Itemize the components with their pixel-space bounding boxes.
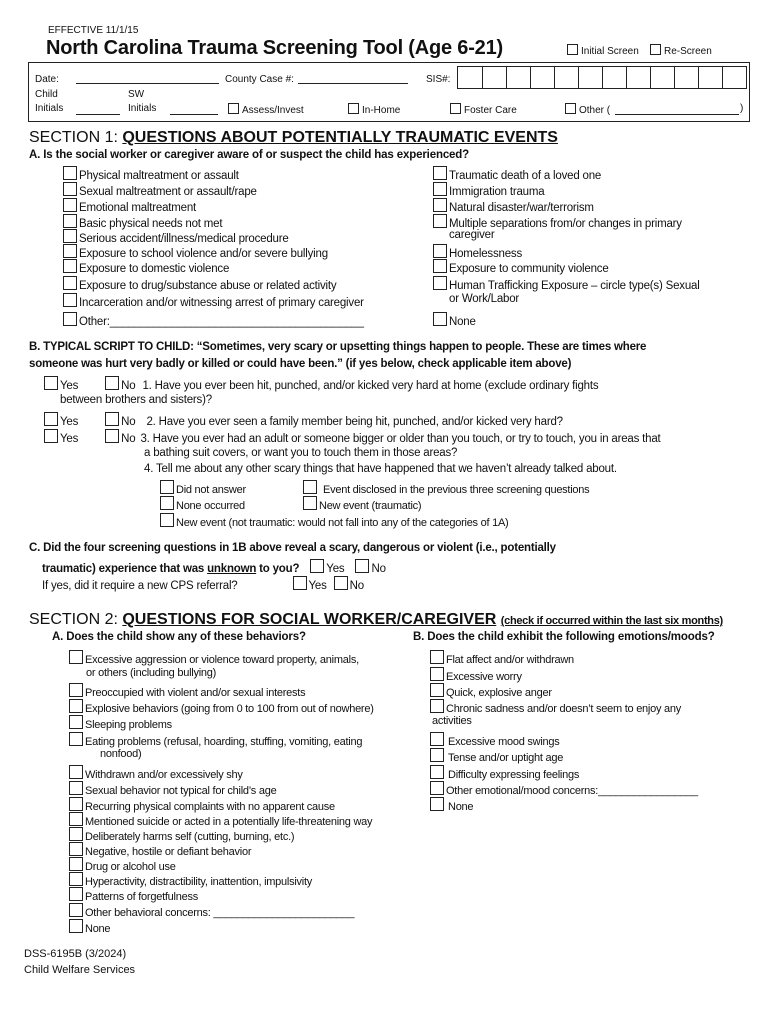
s2a-15-checkbox[interactable] [69,887,83,901]
s2a-14-checkbox[interactable] [69,872,83,886]
section1-question-b-line2: someone was hurt very badly or killed or could have been.” (if yes below, check applicable item above) [29,358,572,370]
s2a-2[interactable]: Preoccupied with violent and/or sexual interests [69,683,305,699]
b4-new-event-not-traumatic-checkbox[interactable] [160,513,174,527]
b3-continuation: a bathing suit covers, or want you to touch them in those areas? [144,447,458,459]
foster-care-checkbox[interactable] [450,103,461,114]
s1a-left-7[interactable]: Exposure to drug/substance abuse or related activity [63,276,336,292]
s1a-right-6[interactable]: Exposure to community violence [433,259,609,275]
s2b-6-checkbox[interactable] [430,748,444,762]
section1-heading: SECTION 1: QUESTIONS ABOUT POTENTIALLY TRAUMATIC EVENTS [29,129,558,146]
county-case-label: County Case #: [225,74,294,85]
initial-screen-checkbox[interactable] [567,44,578,55]
s2a-12-checkbox[interactable] [69,842,83,856]
re-screen-option[interactable]: Re-Screen [650,44,712,58]
s1a-left-5[interactable]: Exposure to school violence and/or severe bullying [63,244,328,260]
s2b-6[interactable]: Tense and/or uptight age [430,748,563,764]
re-screen-checkbox[interactable] [650,44,661,55]
s2b-3-checkbox[interactable] [430,699,444,713]
s2b-9-checkbox[interactable] [430,797,444,811]
b4-new-event-not-traumatic[interactable]: New event (not traumatic: would not fall into any of the categories of 1A) [160,513,508,529]
s1a-right-9[interactable]: None [433,312,476,328]
b4-question: 4. Tell me about any other scary things that have happened that we haven’t already talked about. [144,463,617,475]
b4-new-event[interactable]: New event (traumatic) [303,496,421,512]
s1a-left-3[interactable]: Basic physical needs not met [63,214,222,230]
s1a-left-4[interactable]: Serious accident/illness/medical procedure [63,229,289,245]
s1a-left-2-checkbox[interactable] [63,198,77,212]
s2a-4-checkbox[interactable] [69,715,83,729]
b1-no-checkbox[interactable] [105,376,119,390]
s2a-5[interactable]: Eating problems (refusal, hoarding, stuffing, vomiting, eating [69,732,362,748]
s1a-right-6-checkbox[interactable] [433,259,447,273]
b1-yes-checkbox[interactable] [44,376,58,390]
s1a-right-0[interactable]: Traumatic death of a loved one [433,166,601,182]
s2a-17[interactable]: None [69,919,110,935]
s2b-7-checkbox[interactable] [430,765,444,779]
b4-did-not-answer[interactable]: Did not answer [160,480,246,496]
s1a-left-3-checkbox[interactable] [63,214,77,228]
sis-number-boxes[interactable] [457,66,747,89]
form-number: DSS-6195B (3/2024) [24,948,127,960]
s2a-3-checkbox[interactable] [69,699,83,713]
s1a-left-4-checkbox[interactable] [63,229,77,243]
s1a-right-3[interactable]: Multiple separations from/or changes in primary [433,214,682,230]
s2a-17-checkbox[interactable] [69,919,83,933]
assess-invest-option[interactable]: Assess/Invest [228,103,304,117]
s1a-right-7-cont: or Work/Labor [449,293,520,305]
s2a-2-checkbox[interactable] [69,683,83,697]
s2b-5-checkbox[interactable] [430,732,444,746]
date-label: Date: [35,74,59,85]
s2a-15[interactable]: Patterns of forgetfulness [69,887,198,903]
s2a-16-checkbox[interactable] [69,903,83,917]
s2b-5[interactable]: Excessive mood swings [430,732,560,748]
s1a-left-0[interactable]: Physical maltreatment or assault [63,166,239,182]
s2a-11-checkbox[interactable] [69,827,83,841]
sw-initials-label-1: SW [128,89,145,100]
department-name: Child Welfare Services [24,964,136,976]
s2a-7-checkbox[interactable] [69,765,83,779]
section1-question-c-line3: If yes, did it require a new CPS referral? Yes No [42,576,364,592]
child-initials-label-1: Child [35,89,58,100]
effective-date: EFFECTIVE 11/1/15 [48,25,139,36]
s1a-right-5-checkbox[interactable] [433,244,447,258]
s2a-0-checkbox[interactable] [69,650,83,664]
b4-did-not-answer-checkbox[interactable] [160,480,174,494]
s1a-right-7-checkbox[interactable] [433,276,447,290]
section1-question-c-line1: C. Did the four screening questions in 1B above reveal a scary, dangerous or violent (i.e., potentially [29,542,556,554]
s1a-left-5-checkbox[interactable] [63,244,77,258]
assess-invest-checkbox[interactable] [228,103,239,114]
b4-new-event-checkbox[interactable] [303,496,317,510]
s2b-1[interactable]: Excessive worry [430,667,522,683]
s1a-right-9-checkbox[interactable] [433,312,447,326]
section1-question-b-line1: B. TYPICAL SCRIPT TO CHILD: “Sometimes, very scary or upsetting things happen to people. These are times where [29,341,647,353]
child-initials-field[interactable] [76,104,120,115]
s2a-10[interactable]: Mentioned suicide or acted in a potentially life-threatening way [69,812,372,828]
s2a-3[interactable]: Explosive behaviors (going from 0 to 100 from out of nowhere) [69,699,374,715]
b2-row: Yes No 2. Have you ever seen a family member being hit, punched, and/or kicked very hard? [44,412,563,428]
s1a-left-7-checkbox[interactable] [63,276,77,290]
other-placement-field[interactable] [615,104,739,115]
s2b-1-checkbox[interactable] [430,667,444,681]
date-field[interactable] [76,73,219,84]
other-placement-checkbox[interactable] [565,103,576,114]
s2a-10-checkbox[interactable] [69,812,83,826]
child-initials-label-2: Initials [35,103,64,114]
b1-row: Yes No 1. Have you ever been hit, punched, and/or kicked very hard at home (exclude ordinary fights [44,376,598,392]
sw-initials-label-2: Initials [128,103,157,114]
s1a-right-3-cont: caregiver [449,229,495,241]
section2-heading: SECTION 2: QUESTIONS FOR SOCIAL WORKER/CAREGIVER (check if occurred within the last six months) [29,611,723,628]
s2a-12[interactable]: Negative, hostile or defiant behavior [69,842,251,858]
s1a-right-2-checkbox[interactable] [433,198,447,212]
s2a-16[interactable]: Other behavioral concerns: ________________________ [69,903,354,919]
county-case-field[interactable] [298,73,408,84]
b4-event-disclosed[interactable]: Event disclosed in the previous three screening questions [303,480,589,496]
s1a-left-9[interactable]: Other:_________________________________________ [63,312,364,328]
b4-none-occurred[interactable]: None occurred [160,496,245,512]
s1a-left-1-checkbox[interactable] [63,182,77,196]
s1a-left-6[interactable]: Exposure to domestic violence [63,259,229,275]
sis-label: SIS#: [426,74,451,85]
sw-initials-field[interactable] [170,104,218,115]
s2b-2-checkbox[interactable] [430,683,444,697]
b4-none-occurred-checkbox[interactable] [160,496,174,510]
s2a-4[interactable]: Sleeping problems [69,715,172,731]
c-unknown-yes-checkbox[interactable] [310,559,324,573]
s2a-0[interactable]: Excessive aggression or violence toward property, animals, [69,650,359,666]
s2b-3[interactable]: Chronic sadness and/or doesn’t seem to enjoy any [430,699,681,715]
b4-event-disclosed-checkbox[interactable] [303,480,317,494]
s2a-7[interactable]: Withdrawn and/or excessively shy [69,765,243,781]
s2a-0-cont: or others (including bullying) [86,667,217,679]
s2a-8-checkbox[interactable] [69,781,83,795]
s2a-14[interactable]: Hyperactivity, distractibility, inattention, impulsivity [69,872,312,888]
section1-question-a: A. Is the social worker or caregiver aware of or suspect the child has experienced? [29,149,470,161]
s1a-right-5[interactable]: Homelessness [433,244,522,260]
s2b-8-checkbox[interactable] [430,781,444,795]
s1a-right-0-checkbox[interactable] [433,166,447,180]
s2b-0-checkbox[interactable] [430,650,444,664]
s1a-right-1[interactable]: Immigration trauma [433,182,544,198]
s2a-5-cont: nonfood) [100,748,142,760]
s2b-2[interactable]: Quick, explosive anger [430,683,552,699]
b1-continuation: between brothers and sisters)? [60,394,212,406]
section2-question-a: A. Does the child show any of these behaviors? [52,631,306,643]
s2a-5-checkbox[interactable] [69,732,83,746]
s1a-right-2[interactable]: Natural disaster/war/terrorism [433,198,594,214]
s1a-left-1[interactable]: Sexual maltreatment or assault/rape [63,182,257,198]
s2b-3-cont: activities [432,715,472,727]
other-placement-close: ) [740,103,744,114]
s2a-9-checkbox[interactable] [69,797,83,811]
s2a-11[interactable]: Deliberately harms self (cutting, burning, etc.) [69,827,294,843]
b2-no-checkbox[interactable] [105,412,119,426]
in-home-option[interactable]: In-Home [348,103,400,117]
s1a-left-6-checkbox[interactable] [63,259,77,273]
s2b-8[interactable]: Other emotional/mood concerns:_________________ [430,781,698,797]
s2b-9[interactable]: None [430,797,473,813]
initial-screen-option[interactable]: Initial Screen [567,44,639,58]
s2a-9[interactable]: Recurring physical complaints with no apparent cause [69,797,335,813]
other-placement-option[interactable]: Other ( [565,103,610,117]
form-title: North Carolina Trauma Screening Tool (Age 6-21) [46,37,503,59]
s2a-8[interactable]: Sexual behavior not typical for child’s age [69,781,276,797]
s1a-right-7[interactable]: Human Trafficking Exposure – circle type(s) Sexual [433,276,700,292]
b3-row: Yes No 3. Have you ever had an adult or someone bigger or older than you touch, or try to touch, you in areas that [44,429,661,445]
c-unknown-no-checkbox[interactable] [355,559,369,573]
s2a-13[interactable]: Drug or alcohol use [69,857,176,873]
s1a-left-8[interactable]: Incarceration and/or witnessing arrest of primary caregiver [63,293,364,309]
s2a-13-checkbox[interactable] [69,857,83,871]
s2b-0[interactable]: Flat affect and/or withdrawn [430,650,574,666]
foster-care-option[interactable]: Foster Care [450,103,517,117]
section1-question-c-line2: traumatic) experience that was unknown to you? Yes No [42,559,386,575]
s1a-left-0-checkbox[interactable] [63,166,77,180]
b3-no-checkbox[interactable] [105,429,119,443]
c-referral-yes-checkbox[interactable] [293,576,307,590]
s1a-left-9-checkbox[interactable] [63,312,77,326]
c-referral-no-checkbox[interactable] [334,576,348,590]
in-home-checkbox[interactable] [348,103,359,114]
b3-yes-checkbox[interactable] [44,429,58,443]
s2b-7[interactable]: Difficulty expressing feelings [430,765,579,781]
b2-yes-checkbox[interactable] [44,412,58,426]
s1a-left-2[interactable]: Emotional maltreatment [63,198,196,214]
s1a-right-3-checkbox[interactable] [433,214,447,228]
s1a-left-8-checkbox[interactable] [63,293,77,307]
section2-question-b: B. Does the child exhibit the following emotions/moods? [413,631,715,643]
s1a-right-1-checkbox[interactable] [433,182,447,196]
